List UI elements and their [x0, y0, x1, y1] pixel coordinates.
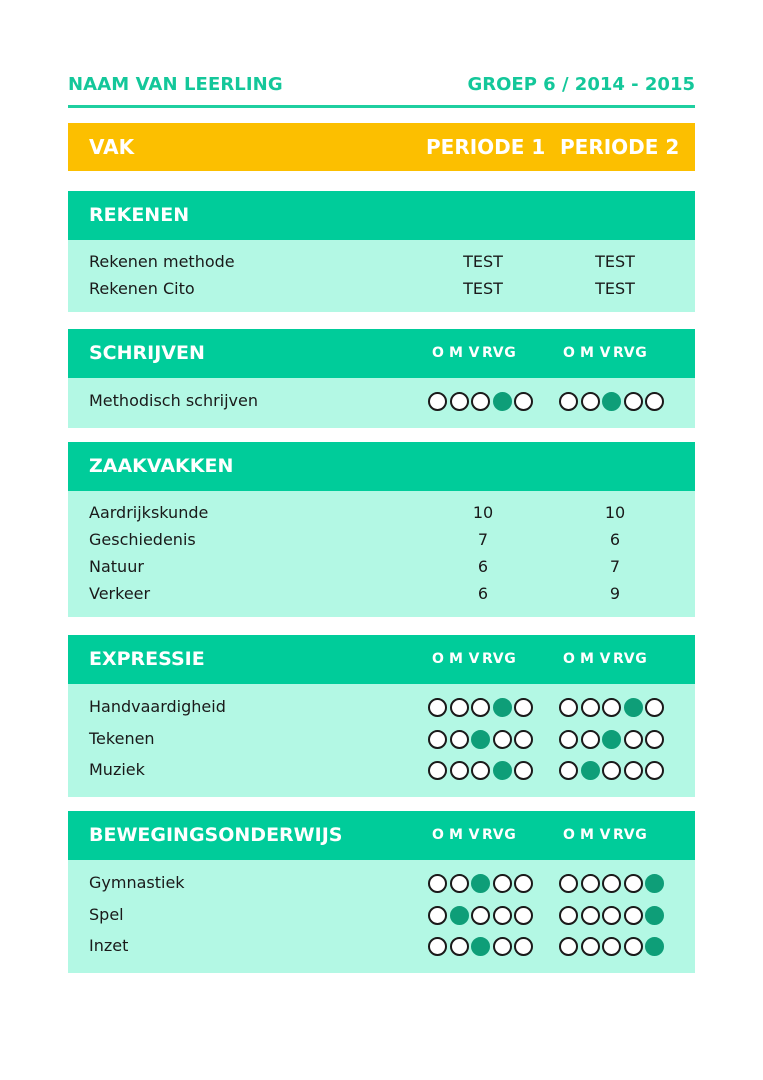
- filled-circle-icon: [602, 392, 621, 411]
- filled-circle-icon: [645, 937, 664, 956]
- score-period-1: 6: [477, 557, 489, 576]
- score-period-1: 10: [472, 503, 494, 522]
- scale-label: RV: [482, 345, 504, 361]
- empty-circle-icon: [450, 392, 469, 411]
- section-body: [68, 378, 695, 428]
- empty-circle-icon: [493, 906, 512, 925]
- empty-circle-icon: [645, 730, 664, 749]
- scale-label: O: [432, 827, 444, 843]
- rating-dots-period-2: [559, 761, 667, 780]
- empty-circle-icon: [493, 730, 512, 749]
- table-row: [68, 725, 695, 757]
- score-period-2: TEST: [595, 279, 635, 298]
- empty-circle-icon: [602, 906, 621, 925]
- section-body: [68, 240, 695, 312]
- table-row: [68, 869, 695, 901]
- score-period-2: 9: [609, 584, 621, 603]
- score-period-2: 7: [609, 557, 621, 576]
- column-period-1: PERIODE 1: [426, 135, 546, 159]
- empty-circle-icon: [559, 937, 578, 956]
- empty-circle-icon: [514, 761, 533, 780]
- subject-name: Natuur: [89, 557, 144, 576]
- score-period-1: TEST: [463, 252, 503, 271]
- empty-circle-icon: [581, 906, 600, 925]
- filled-circle-icon: [581, 761, 600, 780]
- rating-dots-period-2: [559, 730, 667, 749]
- empty-circle-icon: [645, 698, 664, 717]
- subject-name: Muziek: [89, 760, 145, 779]
- empty-circle-icon: [581, 874, 600, 893]
- rating-dots-period-1: [428, 906, 536, 925]
- scale-label: G: [504, 345, 516, 361]
- scale-label: V: [468, 651, 480, 667]
- table-row: [68, 500, 695, 527]
- scale-label: O: [563, 651, 575, 667]
- table-row: [68, 527, 695, 554]
- scale-label: RV: [482, 651, 504, 667]
- scale-legend-period-1: [430, 651, 518, 667]
- scale-label: G: [635, 345, 647, 361]
- table-row: [68, 581, 695, 608]
- empty-circle-icon: [471, 906, 490, 925]
- section-body: [68, 860, 695, 973]
- empty-circle-icon: [559, 906, 578, 925]
- section-schrijven: [68, 329, 695, 428]
- subject-name: Geschiedenis: [89, 530, 196, 549]
- empty-circle-icon: [471, 761, 490, 780]
- section-title: ZAAKVAKKEN: [89, 455, 234, 477]
- subject-name: Handvaardigheid: [89, 697, 226, 716]
- scale-label: M: [580, 345, 594, 361]
- column-header-bar: [68, 123, 695, 171]
- section-title: EXPRESSIE: [89, 648, 205, 670]
- filled-circle-icon: [493, 698, 512, 717]
- empty-circle-icon: [428, 874, 447, 893]
- scale-legend-period-2: [561, 827, 649, 843]
- empty-circle-icon: [428, 698, 447, 717]
- section-title: REKENEN: [89, 204, 190, 226]
- empty-circle-icon: [428, 906, 447, 925]
- empty-circle-icon: [450, 937, 469, 956]
- table-row: [68, 901, 695, 933]
- empty-circle-icon: [624, 906, 643, 925]
- empty-circle-icon: [602, 874, 621, 893]
- subject-name: Gymnastiek: [89, 873, 185, 892]
- scale-label: V: [468, 827, 480, 843]
- empty-circle-icon: [514, 392, 533, 411]
- empty-circle-icon: [428, 730, 447, 749]
- empty-circle-icon: [559, 730, 578, 749]
- student-name: NAAM VAN LEERLING: [68, 74, 283, 95]
- empty-circle-icon: [581, 698, 600, 717]
- scale-label: V: [599, 651, 611, 667]
- scale-label: G: [635, 827, 647, 843]
- filled-circle-icon: [624, 698, 643, 717]
- scale-label: V: [468, 345, 480, 361]
- table-row: [68, 693, 695, 725]
- scale-label: V: [599, 345, 611, 361]
- section-title: BEWEGINGSONDERWIJS: [89, 824, 343, 846]
- section-title: SCHRIJVEN: [89, 342, 205, 364]
- rating-dots-period-2: [559, 392, 667, 411]
- subject-name: Verkeer: [89, 584, 151, 603]
- filled-circle-icon: [493, 761, 512, 780]
- scale-label: O: [432, 651, 444, 667]
- empty-circle-icon: [450, 761, 469, 780]
- scale-label: G: [635, 651, 647, 667]
- subject-name: Methodisch schrijven: [89, 391, 259, 410]
- scale-label: M: [580, 651, 594, 667]
- section-rekenen: [68, 191, 695, 312]
- table-row: [68, 932, 695, 964]
- score-period-1: 6: [477, 584, 489, 603]
- empty-circle-icon: [624, 761, 643, 780]
- scale-label: G: [504, 827, 516, 843]
- filled-circle-icon: [645, 874, 664, 893]
- empty-circle-icon: [645, 761, 664, 780]
- score-period-2: 10: [604, 503, 626, 522]
- empty-circle-icon: [602, 937, 621, 956]
- table-row: [68, 756, 695, 788]
- scale-label: RV: [482, 827, 504, 843]
- empty-circle-icon: [471, 698, 490, 717]
- empty-circle-icon: [450, 698, 469, 717]
- empty-circle-icon: [514, 906, 533, 925]
- scale-label: M: [580, 827, 594, 843]
- empty-circle-icon: [559, 874, 578, 893]
- rating-dots-period-1: [428, 730, 536, 749]
- score-period-2: 6: [609, 530, 621, 549]
- empty-circle-icon: [581, 937, 600, 956]
- scale-legend-period-1: [430, 345, 518, 361]
- scale-label: G: [504, 651, 516, 667]
- empty-circle-icon: [493, 937, 512, 956]
- subject-name: Rekenen Cito: [89, 279, 195, 298]
- filled-circle-icon: [602, 730, 621, 749]
- scale-label: M: [449, 651, 463, 667]
- section-bewegingsonderwijs: [68, 811, 695, 973]
- section-header: [68, 329, 695, 378]
- section-body: [68, 684, 695, 797]
- scale-label: RV: [613, 651, 635, 667]
- rating-dots-period-1: [428, 698, 536, 717]
- scale-label: O: [563, 345, 575, 361]
- empty-circle-icon: [471, 392, 490, 411]
- scale-label: RV: [613, 345, 635, 361]
- empty-circle-icon: [559, 698, 578, 717]
- score-period-1: 7: [477, 530, 489, 549]
- scale-legend-period-2: [561, 651, 649, 667]
- rating-dots-period-1: [428, 392, 536, 411]
- empty-circle-icon: [428, 761, 447, 780]
- group-year: GROEP 6 / 2014 - 2015: [467, 74, 695, 95]
- rating-dots-period-1: [428, 874, 536, 893]
- section-header: [68, 442, 695, 491]
- section-expressie: [68, 635, 695, 797]
- table-row: [68, 387, 695, 419]
- report-header: [68, 72, 695, 108]
- scale-label: V: [599, 827, 611, 843]
- empty-circle-icon: [602, 698, 621, 717]
- column-vak: VAK: [89, 135, 135, 159]
- section-header: [68, 191, 695, 240]
- score-period-1: TEST: [463, 279, 503, 298]
- subject-name: Rekenen methode: [89, 252, 235, 271]
- filled-circle-icon: [471, 874, 490, 893]
- section-header: [68, 811, 695, 860]
- scale-label: M: [449, 345, 463, 361]
- table-row: [68, 276, 695, 303]
- empty-circle-icon: [624, 730, 643, 749]
- subject-name: Spel: [89, 904, 124, 924]
- rating-dots-period-2: [559, 874, 667, 893]
- empty-circle-icon: [559, 761, 578, 780]
- empty-circle-icon: [428, 937, 447, 956]
- empty-circle-icon: [581, 730, 600, 749]
- empty-circle-icon: [514, 874, 533, 893]
- column-period-2: PERIODE 2: [560, 135, 680, 159]
- scale-legend-period-2: [561, 345, 649, 361]
- subject-name: Aardrijkskunde: [89, 503, 209, 522]
- scale-label: M: [449, 827, 463, 843]
- empty-circle-icon: [493, 874, 512, 893]
- rating-dots-period-1: [428, 761, 536, 780]
- rating-dots-period-2: [559, 937, 667, 956]
- empty-circle-icon: [514, 937, 533, 956]
- section-header: [68, 635, 695, 684]
- empty-circle-icon: [624, 392, 643, 411]
- scale-label: O: [563, 827, 575, 843]
- section-body: [68, 491, 695, 617]
- empty-circle-icon: [450, 874, 469, 893]
- scale-label: RV: [613, 827, 635, 843]
- rating-dots-period-2: [559, 906, 667, 925]
- empty-circle-icon: [559, 392, 578, 411]
- filled-circle-icon: [493, 392, 512, 411]
- table-row: [68, 249, 695, 276]
- scale-legend-period-1: [430, 827, 518, 843]
- rating-dots-period-2: [559, 698, 667, 717]
- filled-circle-icon: [645, 906, 664, 925]
- empty-circle-icon: [624, 874, 643, 893]
- subject-name: Tekenen: [89, 728, 155, 748]
- subject-name: Inzet: [89, 936, 129, 955]
- filled-circle-icon: [471, 937, 490, 956]
- scale-label: O: [432, 345, 444, 361]
- rating-dots-period-1: [428, 937, 536, 956]
- filled-circle-icon: [471, 730, 490, 749]
- table-row: [68, 554, 695, 581]
- empty-circle-icon: [602, 761, 621, 780]
- score-period-2: TEST: [595, 252, 635, 271]
- empty-circle-icon: [645, 392, 664, 411]
- section-zaakvakken: [68, 442, 695, 617]
- empty-circle-icon: [514, 730, 533, 749]
- empty-circle-icon: [624, 937, 643, 956]
- empty-circle-icon: [581, 392, 600, 411]
- empty-circle-icon: [450, 730, 469, 749]
- empty-circle-icon: [514, 698, 533, 717]
- filled-circle-icon: [450, 906, 469, 925]
- empty-circle-icon: [428, 392, 447, 411]
